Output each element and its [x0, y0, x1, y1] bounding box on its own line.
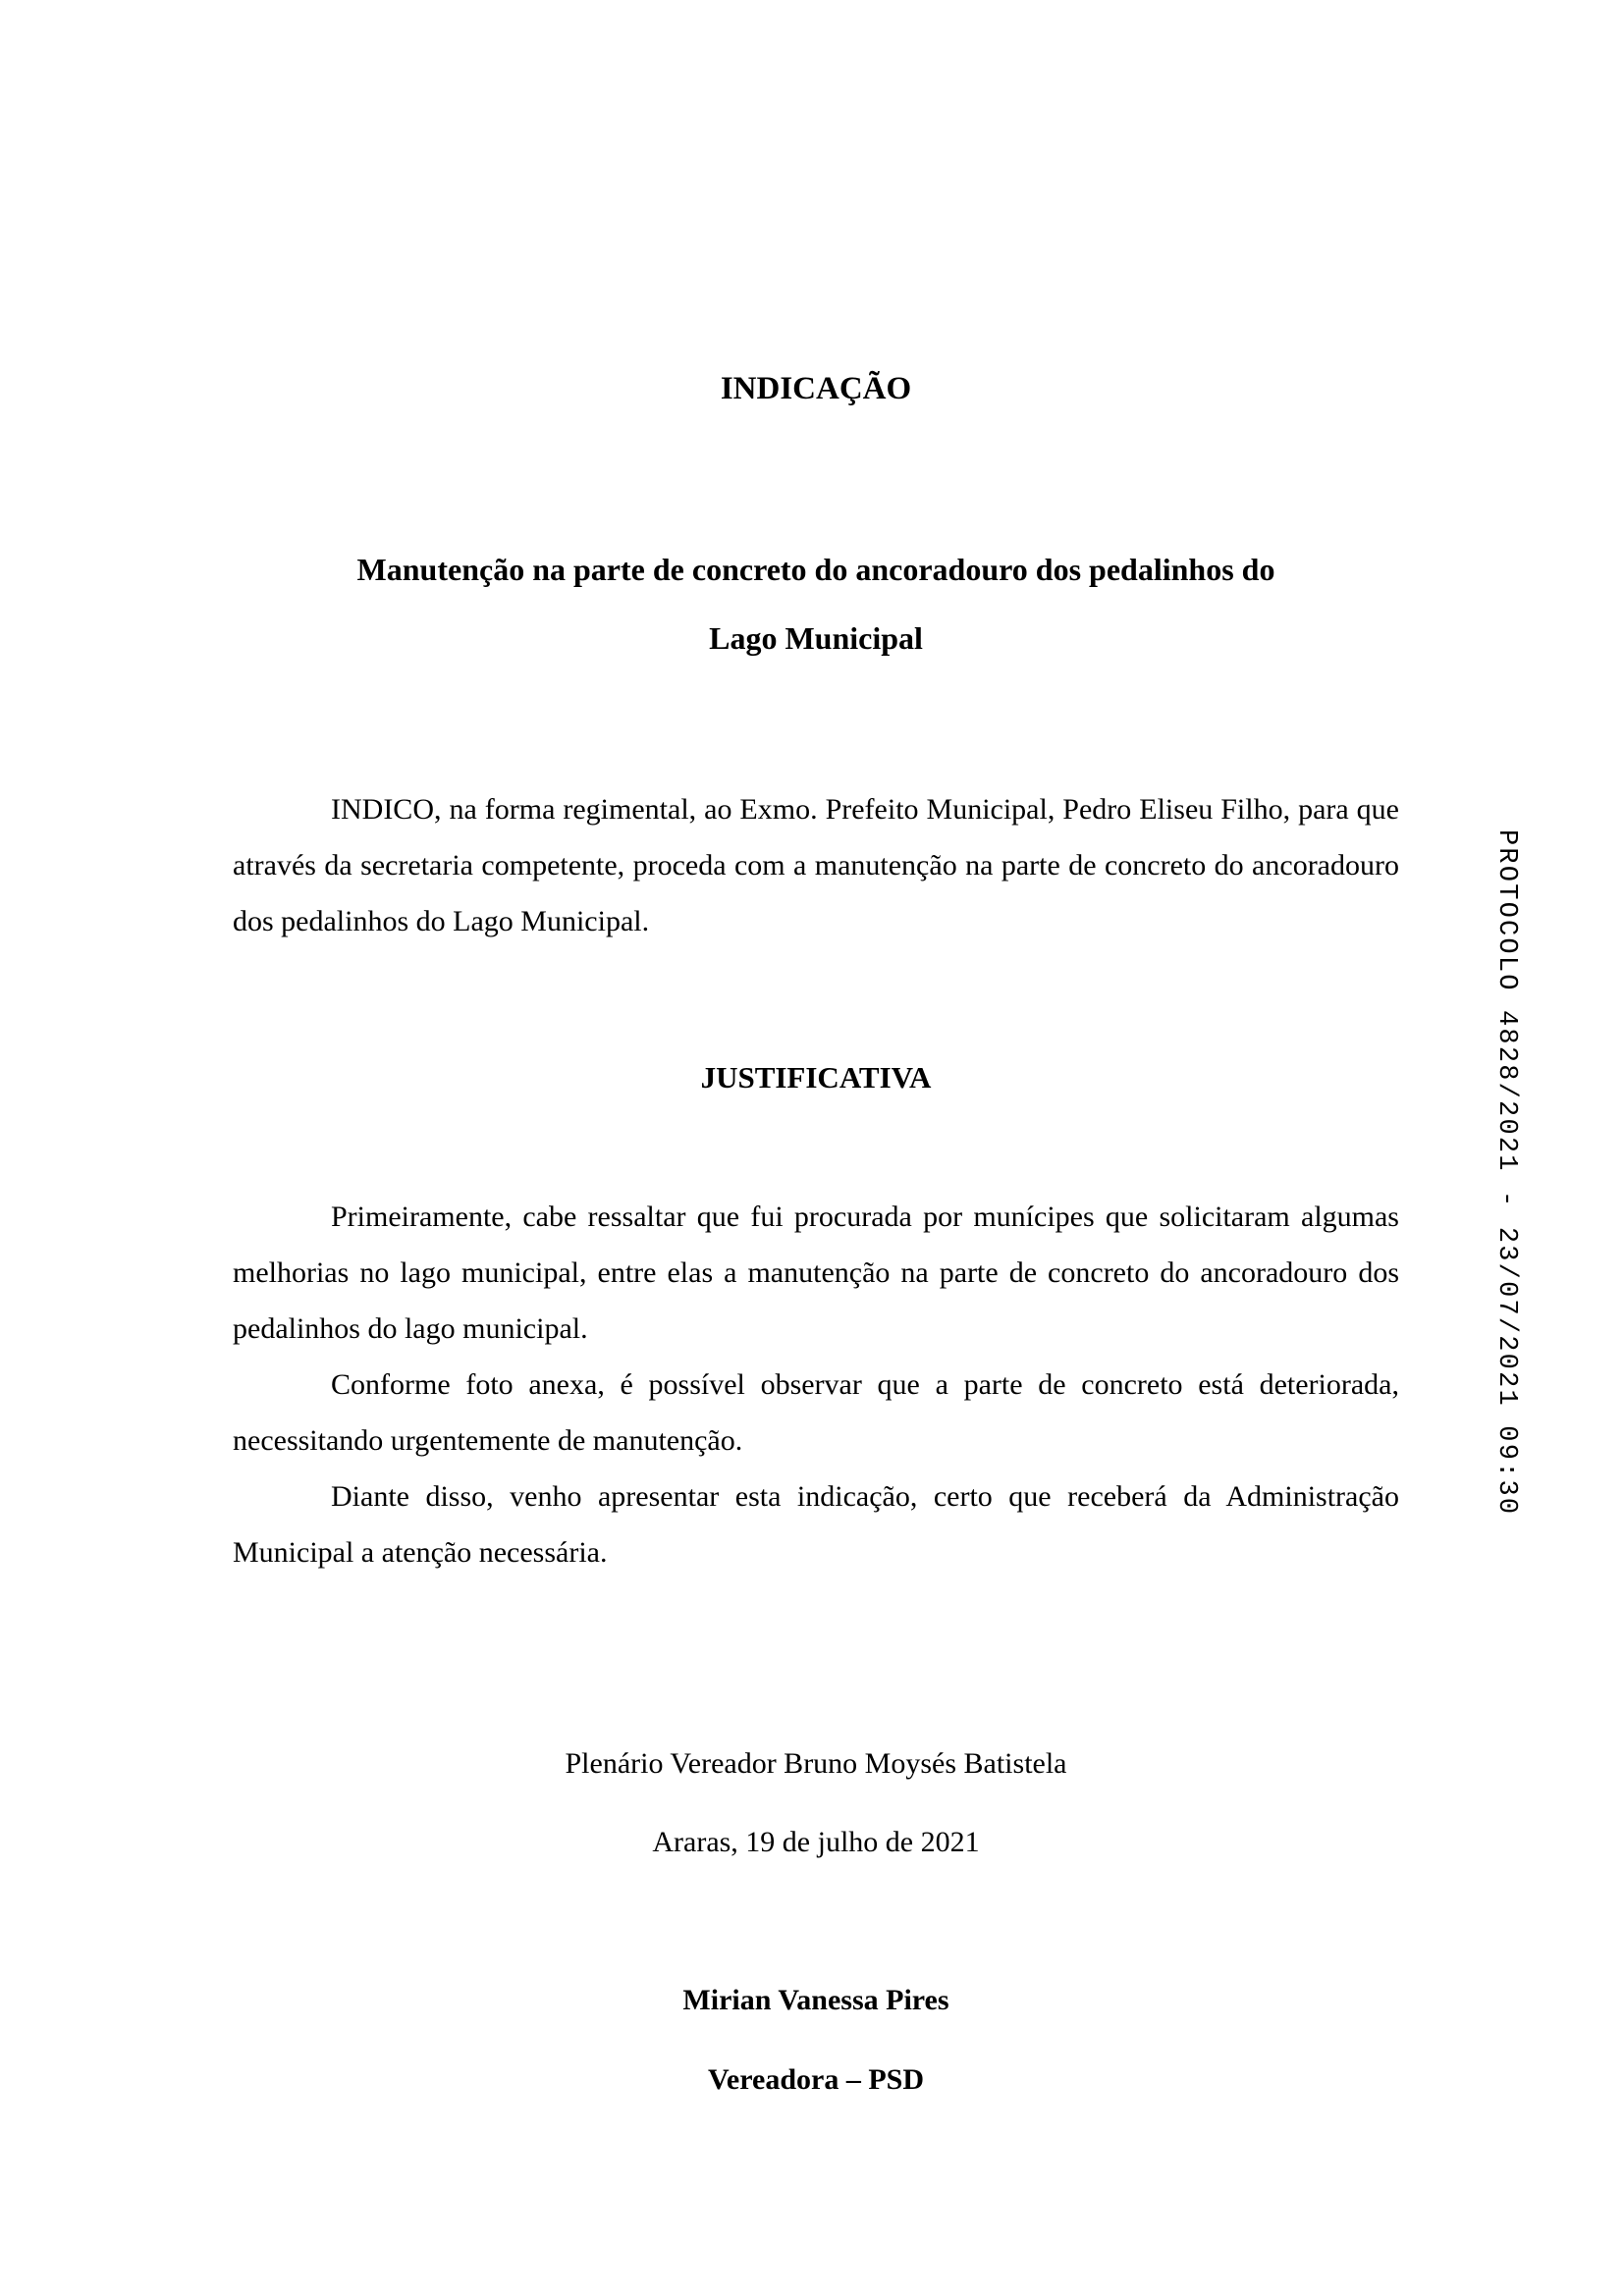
intro-paragraph-block: [233, 781, 1399, 949]
document-title: [233, 535, 1399, 672]
title-line-2: Lago Municipal: [709, 620, 923, 656]
document-heading: INDICAÇÃO: [720, 371, 912, 406]
protocol-stamp-text: PROTOCOLO 4828/2021 - 23/07/2021 09:30: [1491, 829, 1521, 1517]
justification-paragraph-2: Conforme foto anexa, é possível observar que a parte de concreto está deteriorada, necessitando urgentemente de manutenção.: [233, 1368, 1399, 1457]
signer-name: Mirian Vanessa Pires: [682, 1984, 949, 2016]
protocol-stamp: [1470, 829, 1529, 1517]
intro-paragraph: INDICO, na forma regimental, ao Exmo. Prefeito Municipal, Pedro Eliseu Filho, para que através da secretaria competente, proceda com a manutenção na parte de concreto do ancoradouro dos pedalinhos do Lago Municipal.: [233, 793, 1399, 937]
justification-paragraph-1: Primeiramente, cabe ressaltar que fui procurada por munícipes que solicitaram algumas melhorias no lago municipal, entre elas a manutenção na parte de concreto do ancoradouro dos pedalinhos do lago municipal.: [233, 1201, 1399, 1345]
justification-heading: JUSTIFICATIVA: [700, 1060, 932, 1095]
title-line-1: Manutenção na parte de concreto do ancoradouro dos pedalinhos do: [356, 552, 1275, 587]
signer-role: Vereadora – PSD: [708, 2063, 924, 2096]
date-line: Araras, 19 de julho de 2021: [652, 1826, 980, 1858]
justification-paragraph-3: Diante disso, venho apresentar esta indicação, certo que receberá da Administração Municipal a atenção necessária.: [233, 1480, 1399, 1569]
justification-body: [233, 1189, 1399, 1580]
place-line: Plenário Vereador Bruno Moysés Batistela: [565, 1747, 1067, 1780]
